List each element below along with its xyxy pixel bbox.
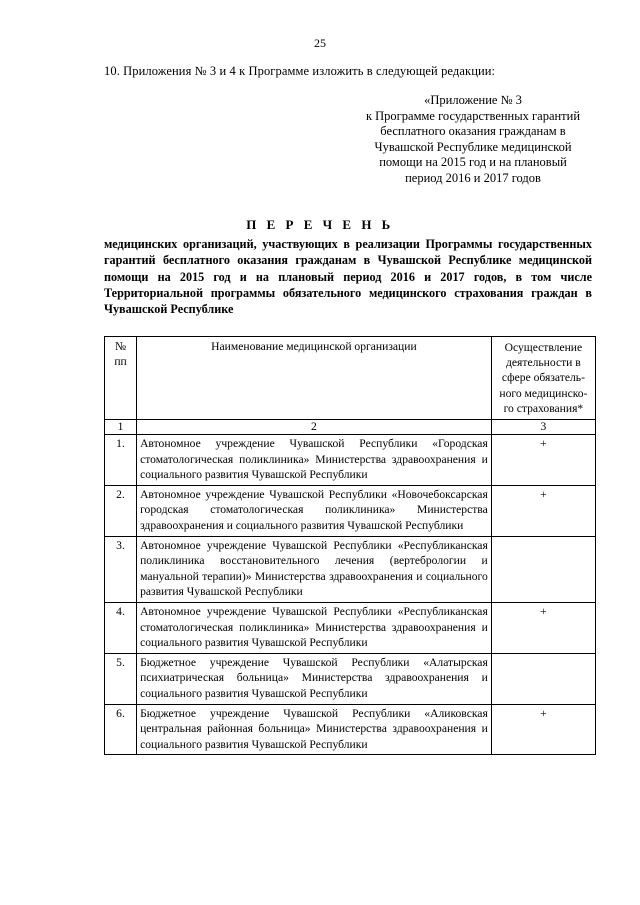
column-index-row (105, 420, 596, 435)
header-number (105, 337, 137, 420)
list-title: П Е Р Е Ч Е Н Ь (246, 217, 394, 232)
table-header-row (105, 337, 596, 420)
table-row (105, 485, 596, 536)
header-oms (491, 337, 595, 420)
table-row (105, 536, 596, 602)
organization-name: Автономное учреждение Чувашской Республики «Городская стоматологическая поликлиника» Министерства здравоохранения и социального развития Чувашской Республики (137, 435, 492, 486)
page-number: 25 (314, 36, 326, 50)
organization-name: Автономное учреждение Чувашской Республики «Республиканская стоматологическая поликлиника» Министерства здравоохранения и социального развития Чувашской Республики (137, 602, 492, 653)
oms-mark: + (491, 704, 595, 755)
header-number-line: № (115, 340, 127, 353)
appendix-line: бесплатного оказания гражданам в (380, 124, 566, 139)
row-number: 5. (105, 653, 137, 704)
oms-mark: + (491, 602, 595, 653)
organization-name: Автономное учреждение Чувашской Республики «Республиканская поликлиника восстановительного лечения (вертебрологии и мануальной терапии)» Министерства здравоохранения и социального развития Чувашской Республики (137, 536, 492, 602)
oms-mark (491, 653, 595, 704)
header-oms-line: деятельности в (506, 356, 581, 370)
column-index: 1 (105, 420, 137, 435)
intro-text: 10. Приложения № 3 и 4 к Программе изложить в следующей редакции: (104, 64, 496, 78)
appendix-line: Чувашской Республике медицинской (374, 139, 572, 154)
column-index: 3 (491, 420, 595, 435)
list-subtitle: медицинских организаций, участвующих в реализации Программы государственных гарантий бесплатного оказания гражданам в Чувашской Республике медицинской помощи на 2015 год и на плановый период 2016 и 2017 годов, в том числе Территориальной программы обязательного медицинского страхования граждан в Чувашской Республике (104, 237, 592, 317)
column-index: 2 (137, 420, 492, 435)
organization-name: Автономное учреждение Чувашской Республики «Новочебоксарская городская стоматологическая поликлиника» Министерства здравоохранения и социального развития Чувашской Республики (137, 485, 492, 536)
appendix-line: помощи на 2015 год и на плановый (379, 155, 567, 170)
row-number: 1. (105, 435, 137, 486)
header-oms-line: го страхования* (503, 401, 584, 415)
table-row (105, 704, 596, 755)
appendix-header (344, 93, 602, 187)
organizations-table (104, 336, 596, 755)
header-organization-name: Наименование медицинской организации (137, 337, 492, 420)
header-oms-line: сфере обязатель- (501, 371, 585, 385)
table-row (105, 653, 596, 704)
oms-mark (491, 536, 595, 602)
table-row (105, 602, 596, 653)
appendix-line: «Приложение № 3 (424, 93, 522, 107)
organization-name: Бюджетное учреждение Чувашской Республики «Алатырская психиатрическая больница» Министерства здравоохранения и социального развития Чувашской Республики (137, 653, 492, 704)
oms-mark: + (491, 485, 595, 536)
appendix-line: период 2016 и 2017 годов (405, 170, 541, 185)
appendix-line: к Программе государственных гарантий (365, 108, 581, 123)
row-number: 6. (105, 704, 137, 755)
row-number: 3. (105, 536, 137, 602)
row-number: 2. (105, 485, 137, 536)
oms-mark: + (491, 435, 595, 486)
header-oms-line: ного медицинско- (499, 386, 588, 400)
row-number: 4. (105, 602, 137, 653)
table-row (105, 435, 596, 486)
organization-name: Бюджетное учреждение Чувашской Республики «Аликовская центральная районная больница» Министерства здравоохранения и социального развития Чувашской Республики (137, 704, 492, 755)
header-oms-line: Осуществление (504, 341, 583, 354)
header-number-line: пп (114, 354, 127, 368)
